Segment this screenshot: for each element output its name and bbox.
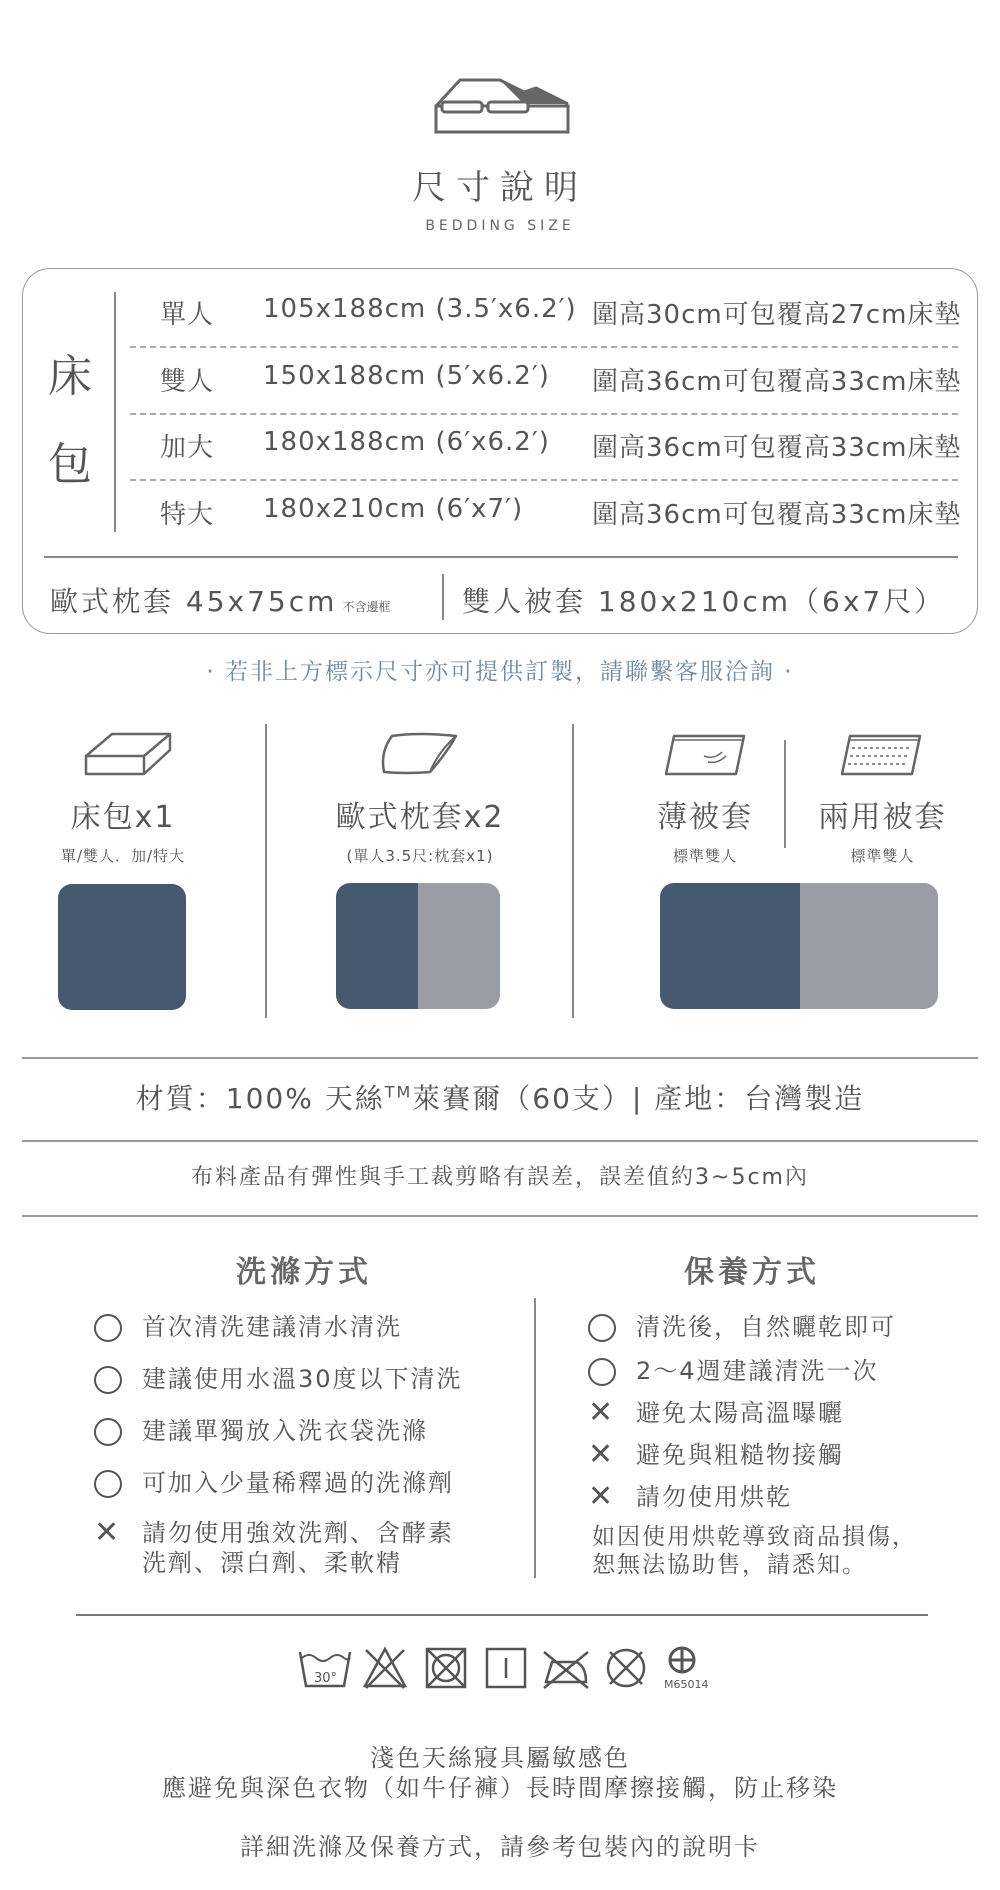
material-info: [0, 1077, 1000, 1117]
bed-icon: [432, 74, 572, 136]
wash-item-continued: 洗劑、漂白劑、柔軟精: [142, 1549, 402, 1577]
section-divider: [22, 1057, 978, 1059]
product-divider: [265, 724, 267, 1018]
color-swatch-light: [800, 883, 938, 1009]
product-name: 床包x1: [70, 800, 176, 835]
section-divider: [22, 1140, 978, 1142]
size-row-name: 特大: [160, 500, 215, 530]
care-divider: [534, 1298, 536, 1578]
fitted-sheet-icon: [82, 730, 174, 778]
section-divider: [76, 1614, 928, 1616]
product-name: 薄被套: [657, 800, 753, 835]
size-row-name: 單人: [160, 300, 215, 330]
line-dry-icon: [484, 1646, 528, 1690]
ok-mark-icon: [588, 1314, 616, 1342]
no-tumble-dry-icon: [424, 1646, 468, 1690]
pillow-duvet-divider: [442, 574, 444, 620]
size-row-size: 150x188cm (5′x6.2′): [263, 361, 550, 391]
care-item: 避免與粗糙物接觸: [636, 1441, 844, 1469]
size-row-name: 加大: [160, 433, 215, 463]
product-divider: [572, 724, 574, 1018]
color-swatch-pair: [660, 883, 938, 1009]
section-divider: [22, 1215, 978, 1217]
care-item: 2～4週建議清洗一次: [636, 1357, 879, 1385]
quilt-divider: [784, 740, 786, 848]
pillow-icon: [378, 730, 462, 776]
row-divider: [130, 413, 958, 415]
care-item: 清洗後，自然曬乾即可: [636, 1313, 896, 1341]
custom-order-note: · 若非上方標示尺寸亦可提供訂製，請聯繫客服洽詢 ·: [206, 659, 794, 685]
color-warning-text: 應避免與深色衣物（如牛仔褲）長時間摩擦接觸，防止移染: [162, 1774, 838, 1802]
side-divider: [114, 292, 116, 532]
size-row-desc: 圍高36cm可包覆高33cm床墊: [592, 367, 962, 397]
table-divider: [44, 556, 958, 558]
pillow-size-label: 歐式枕套 45x75cm: [50, 585, 338, 618]
dual-quilt-icon: [840, 732, 924, 778]
no-dry-clean-icon: [604, 1646, 648, 1690]
care-note: 如因使用烘乾導致商品損傷，: [592, 1524, 917, 1550]
certification-logo-icon: [664, 1644, 714, 1692]
pillow-size-note: 不含邊框: [342, 600, 391, 614]
page-subtitle: BEDDING SIZE: [425, 218, 575, 234]
wash-item: 首次清洗建議清水清洗: [142, 1313, 402, 1341]
no-bleach-icon: [362, 1646, 408, 1690]
trademark-mark: TM: [384, 1082, 413, 1102]
product-sub: 標準雙人: [672, 847, 737, 865]
color-warning-title: 淺色天絲寢具屬敏感色: [370, 1744, 630, 1772]
ok-mark-icon: [94, 1366, 122, 1394]
wash-item: 請勿使用強效洗劑、含酵素: [142, 1519, 454, 1547]
product-sub: 標準雙人: [850, 847, 915, 865]
size-row-desc: 圍高36cm可包覆高33cm床墊: [592, 433, 962, 463]
wash-item: 建議使用水溫30度以下清洗: [142, 1365, 463, 1393]
size-row-size: 180x188cm (6′x6.2′): [263, 427, 550, 457]
care-title: 保養方式: [684, 1255, 820, 1290]
product-name: 兩用被套: [818, 800, 947, 835]
row-divider: [130, 346, 958, 348]
size-row-size: 105x188cm (3.5′x6.2′): [263, 294, 577, 324]
wash-item: 可加入少量稀釋過的洗滌劑: [142, 1469, 454, 1497]
row-divider: [130, 479, 958, 481]
cert-code: M65014: [664, 1678, 709, 1691]
no-iron-icon: [542, 1646, 590, 1690]
ok-mark-icon: [94, 1314, 122, 1342]
instruction-card-note: 詳細洗滌及保養方式，請參考包裝內的說明卡: [240, 1833, 760, 1861]
size-row-desc: 圍高30cm可包覆高27cm床墊: [592, 300, 962, 330]
size-row-size: 180x210cm (6′x7′): [263, 494, 524, 524]
thin-quilt-icon: [664, 732, 748, 778]
care-note: 恕無法協助售，請悉知。: [592, 1552, 867, 1578]
product-sub: 單/雙人．加/特大: [60, 847, 186, 865]
tolerance-note: 布料產品有彈性與手工裁剪略有誤差，誤差值約3~5cm內: [191, 1165, 809, 1190]
wash-item: 建議單獨放入洗衣袋洗滌: [142, 1417, 428, 1445]
no-mark-icon: ✕: [94, 1515, 120, 1550]
no-mark-icon: ✕: [588, 1395, 614, 1430]
color-swatch-pair: [336, 883, 500, 1009]
material-suffix: 萊賽爾（60支）| 產地：台灣製造: [412, 1082, 865, 1115]
side-label-bottom: 包: [48, 439, 92, 490]
side-label-top: 床: [48, 351, 92, 402]
no-mark-icon: ✕: [588, 1479, 614, 1514]
color-swatch-dark: [660, 883, 800, 1009]
wash-temp-label: 30°: [314, 1671, 338, 1686]
size-row-name: 雙人: [160, 367, 215, 397]
color-swatch-dark: [58, 884, 186, 1010]
wash-title: 洗滌方式: [236, 1255, 372, 1290]
no-mark-icon: ✕: [588, 1437, 614, 1472]
ok-mark-icon: [94, 1418, 122, 1446]
product-name: 歐式枕套x2: [335, 800, 505, 835]
duvet-size: 雙人被套 180x210cm（6x7尺）: [462, 585, 946, 618]
product-sub: (單人3.5尺:枕套x1): [346, 847, 494, 865]
wash-30-icon: [298, 1646, 352, 1690]
ok-mark-icon: [588, 1358, 616, 1386]
color-swatch-light: [418, 883, 500, 1009]
care-item: 避免太陽高溫曝曬: [636, 1399, 844, 1427]
care-item: 請勿使用烘乾: [636, 1483, 792, 1511]
page-title: 尺寸說明: [412, 168, 588, 208]
material-prefix: 材質：100% 天絲: [135, 1082, 385, 1115]
size-row-desc: 圍高36cm可包覆高33cm床墊: [592, 500, 962, 530]
ok-mark-icon: [94, 1470, 122, 1498]
pillow-size: [50, 580, 391, 620]
color-swatch-dark: [336, 883, 418, 1009]
